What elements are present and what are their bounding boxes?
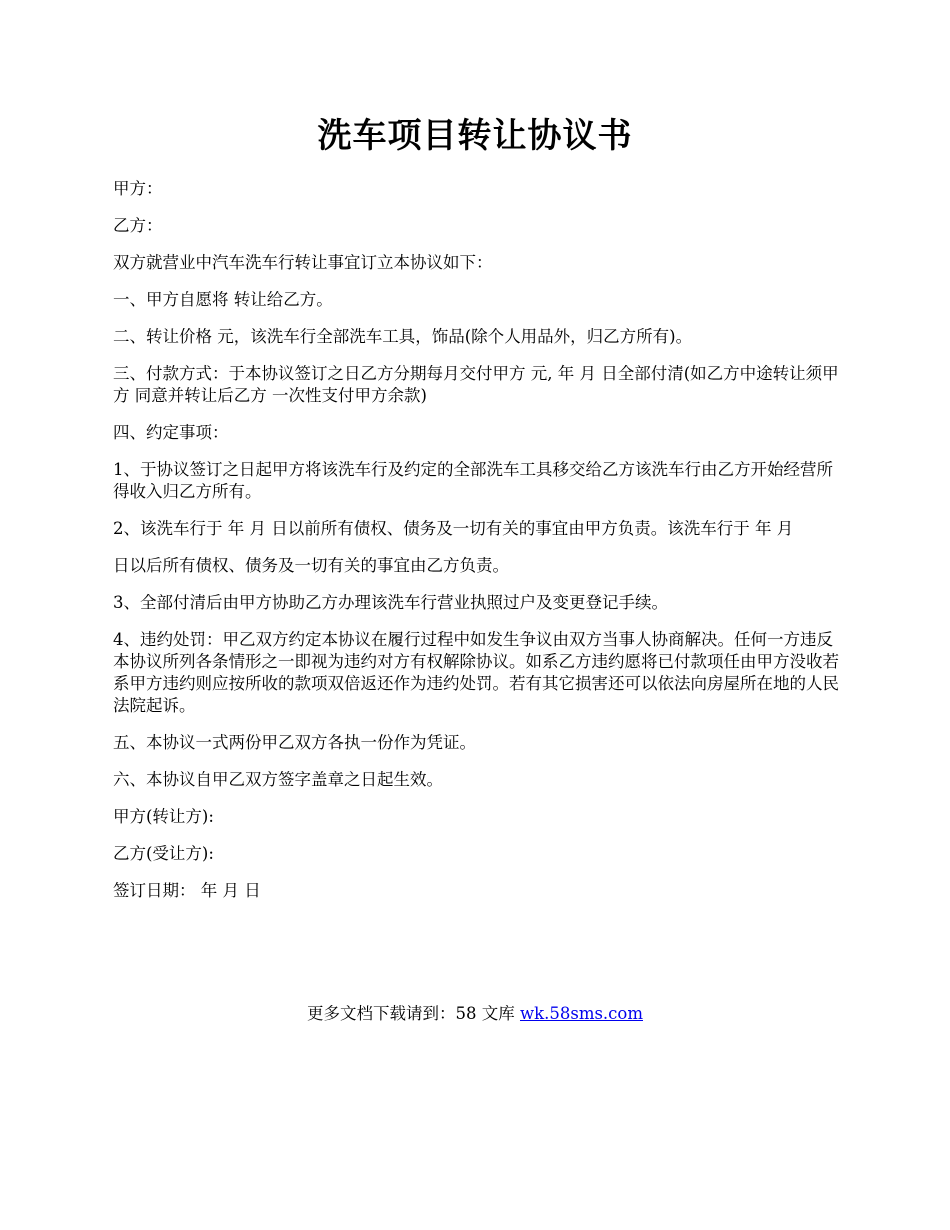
clause-1: 一、甲方自愿将 转让给乙方。 xyxy=(113,290,333,309)
clause-4-heading: 四、约定事项： xyxy=(113,423,229,442)
document-body xyxy=(113,178,841,917)
signature-party-a: 甲方(转让方): xyxy=(113,807,214,826)
signature-party-b: 乙方(受让方): xyxy=(113,844,214,863)
footer-text: 更多文档下载请到：58 文库 xyxy=(306,1004,520,1023)
clause-4-item-2-continued: 日以后所有债权、债务及一切有关的事宜由乙方负责。 xyxy=(113,556,509,575)
clause-2: 二、转让价格 元，该洗车行全部洗车工具，饰品(除个人用品外，归乙方所有)。 xyxy=(113,327,693,346)
clause-4-item-1: 1、于协议签订之日起甲方将该洗车行及约定的全部洗车工具移交给乙方该洗车行由乙方开始经营所得收入归乙方所有。 xyxy=(113,460,833,501)
clause-4-item-3: 3、全部付清后由甲方协助乙方办理该洗车行营业执照过户及变更登记手续。 xyxy=(113,593,668,612)
clause-5: 五、本协议一式两份甲乙双方各执一份作为凭证。 xyxy=(113,733,476,752)
document-title: 洗车项目转让协议书 xyxy=(317,116,633,156)
signing-date: 签订日期： 年 月 日 xyxy=(113,881,261,900)
clause-4-item-2: 2、该洗车行于 年 月 日以前所有债权、债务及一切有关的事宜由甲方负责。该洗车行于 年 月 xyxy=(113,519,794,538)
clause-3: 三、付款方式：于本协议签订之日乙方分期每月交付甲方 元, 年 月 日全部付清(如乙方中途转让须甲方 同意并转让后乙方 一次性支付甲方余款) xyxy=(113,364,839,405)
footer xyxy=(0,1003,950,1025)
clause-6: 六、本协议自甲乙双方签字盖章之日起生效。 xyxy=(113,770,443,789)
party-b-line: 乙方： xyxy=(113,216,163,235)
footer-link[interactable]: wk.58sms.com xyxy=(519,1004,643,1023)
party-a-line: 甲方： xyxy=(113,179,163,198)
clause-4-item-4: 4、违约处罚：甲乙双方约定本协议在履行过程中如发生争议由双方当事人协商解决。任何一方违反本协议所列各条情形之一即视为违约对方有权解除协议。如系乙方违约愿将已付款项任由甲方没收若系甲方违约则应按所收的款项双倍返还作为违约处罚。若有其它损害还可以依法向房屋所在地的人民法院起诉。 xyxy=(113,630,839,715)
intro-paragraph: 双方就营业中汽车洗车行转让事宜订立本协议如下： xyxy=(113,253,493,272)
